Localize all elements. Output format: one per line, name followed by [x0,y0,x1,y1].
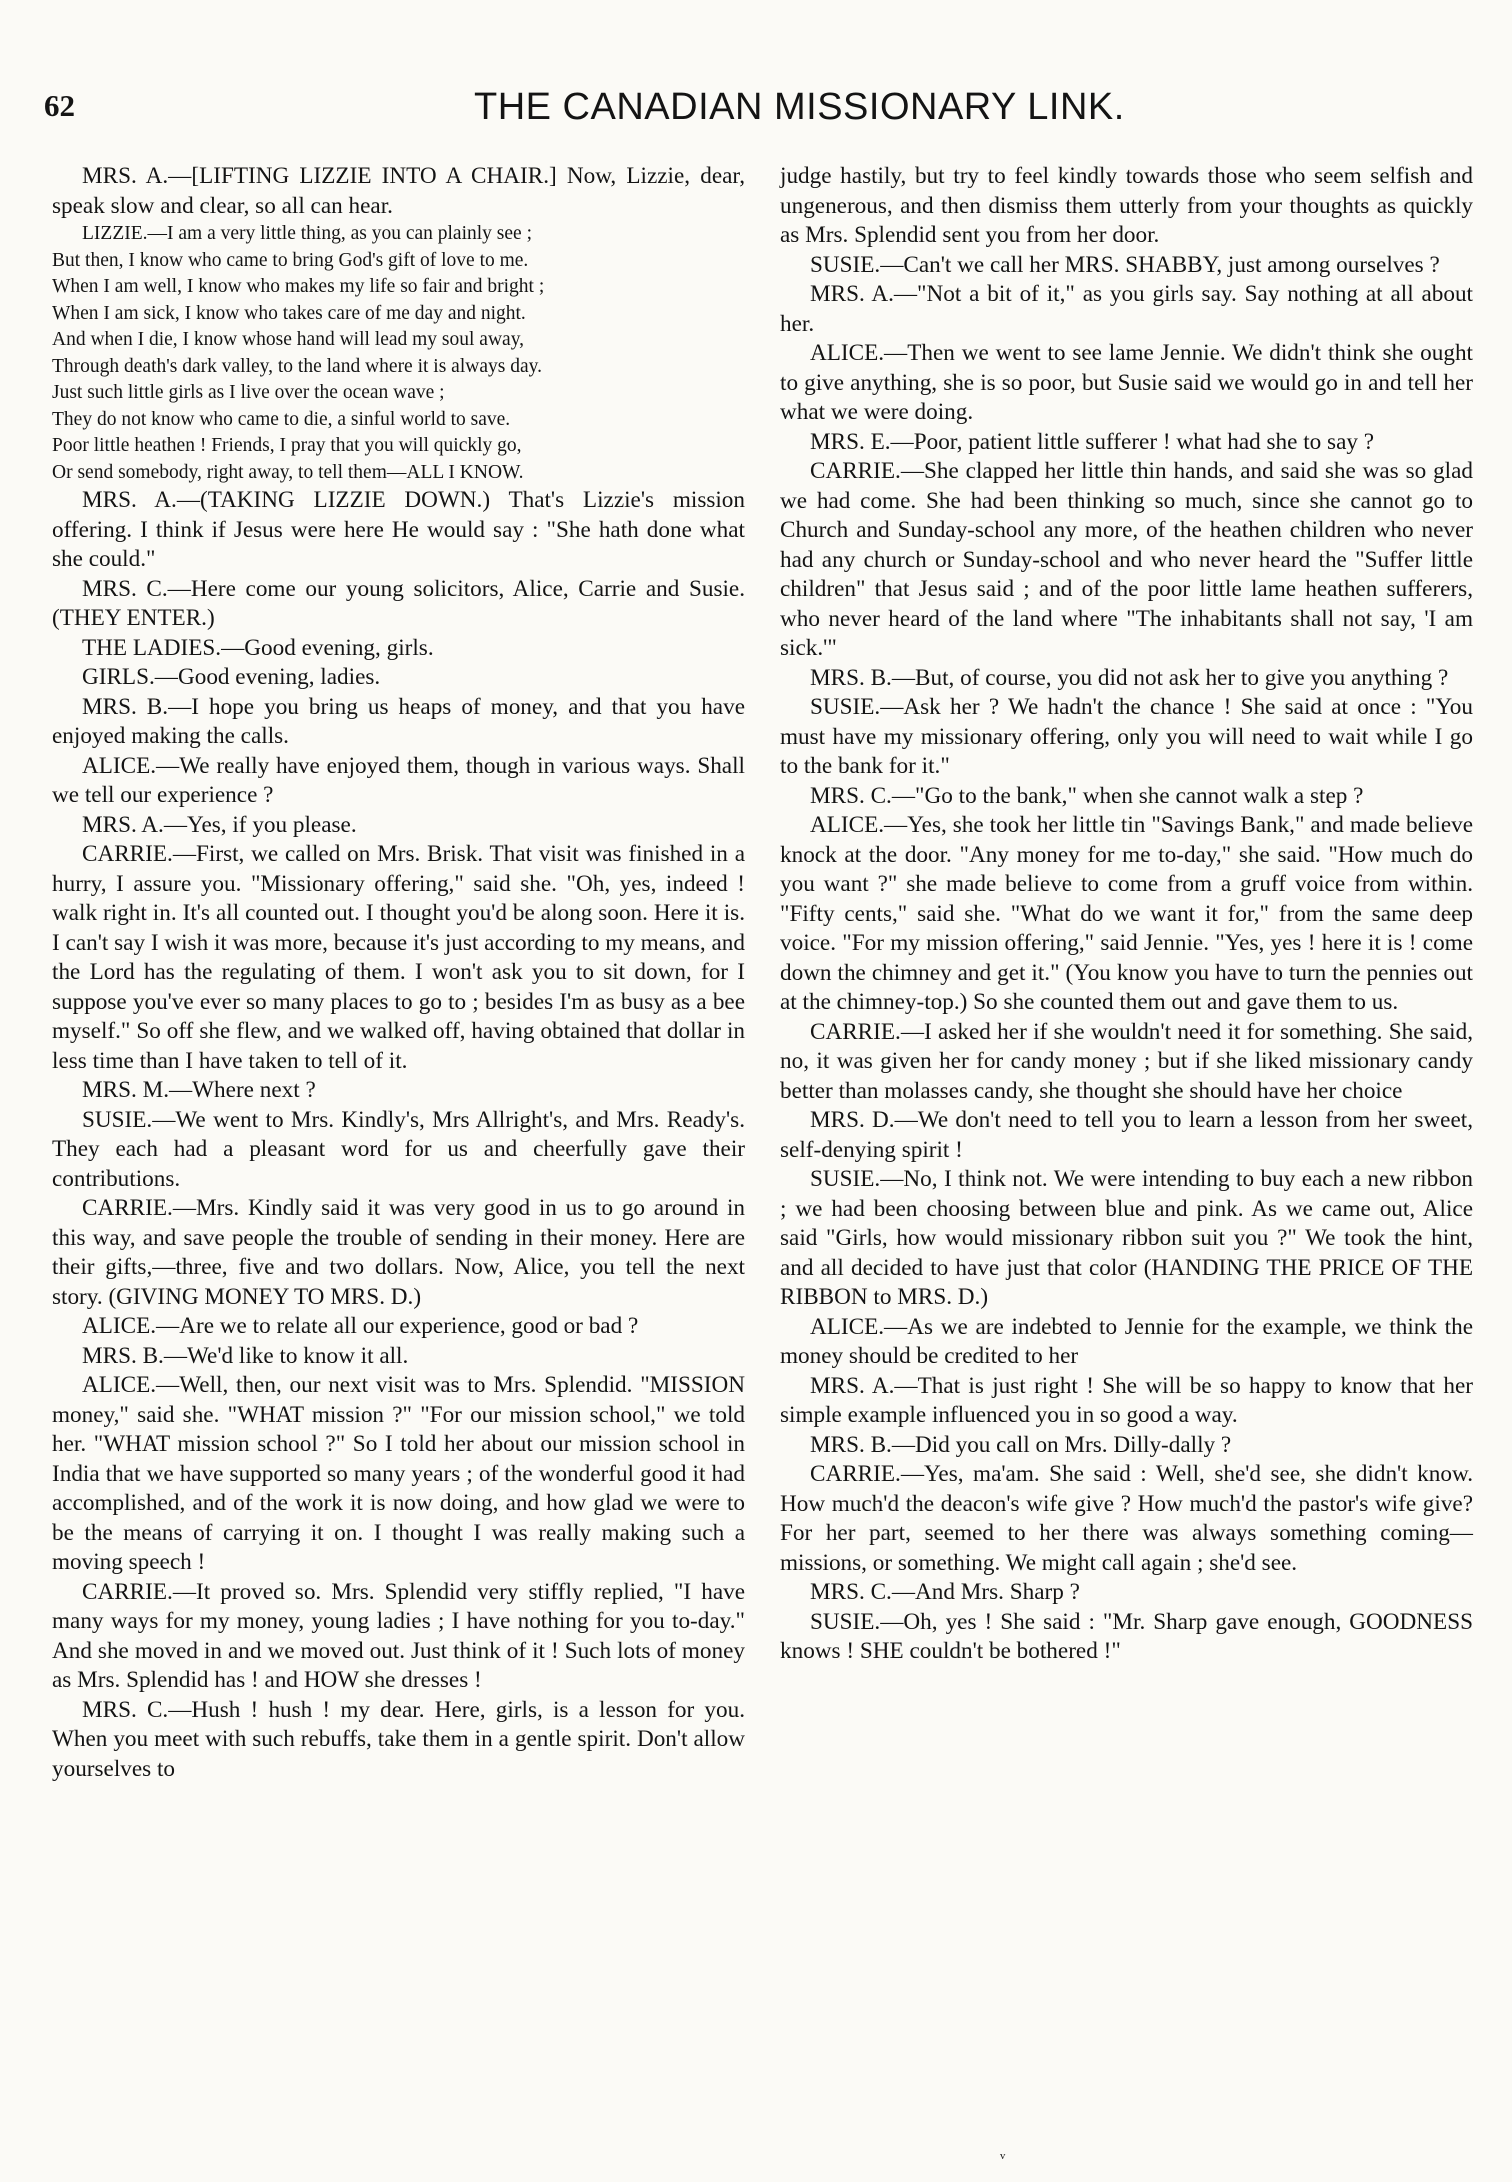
dialogue-paragraph: SUSIE.—No, I think not. We were intending to buy each a new ribbon ; we had been choosing between blue and pink. As we came out, Alice said "Girls, how would missionary ribbon suit you ?" We took the hint, and all decided to have just that color (HANDING THE PRICE OF THE RIBBON to MRS. D.) [780,1166,1473,1310]
dialogue-paragraph: CARRIE.—It proved so. Mrs. Splendid very stiffly replied, "I have many ways for my money, young ladies ; I have nothing for you to-day." And she moved in and we moved out. Just think of it ! Such lots of money as Mrs. Splendid has ! and HOW she dresses ! [52,1578,745,1693]
dialogue-paragraph: SUSIE.—We went to Mrs. Kindly's, Mrs Allright's, and Mrs. Ready's. They each had a pleasant word for us and cheerfully gave their contributions. [52,1106,745,1192]
verse-line: Or send somebody, right away, to tell them—ALL I KNOW. [52,461,524,483]
dialogue-paragraph: THE LADIES.—Good evening, girls. [82,634,434,661]
page-number: 62 [44,88,75,123]
dialogue-paragraph: GIRLS.—Good evening, ladies. [82,664,381,690]
verse-line: Poor little heathen ! Friends, I pray that you will quickly go, [52,435,522,456]
verse-line: They do not know who came to die, a sinful world to save. [52,408,511,430]
dialogue-paragraph: CARRIE.—First, we called on Mrs. Brisk. That visit was finished in a hurry, I assure you. "Missionary offering," said she. "Oh, yes, indeed ! walk right in. It's all counted out. I thought you'd be along soon. Here it is. I can't say I wish it was more, because it's just according to my means, and the Lord has the regulating of them. I won't ask you to sit down, for I suppose you've ever so many places to go to ; besides I'm as busy as a bee myself." So off she flew, and we walked off, having obtained that dollar in less time than I have taken to tell of it. [52,841,745,1074]
right-column [780,162,1473,1667]
dialogue-paragraph: SUSIE.—Can't we call her MRS. SHABBY, just among ourselves ? [810,251,1440,278]
dialogue-paragraph: SUSIE.—Oh, yes ! She said : "Mr. Sharp gave enough, GOODNESS knows ! SHE couldn't be bothered !" [780,1608,1473,1664]
verse-line: LIZZIE.—I am a very little thing, as you can plainly see ; [82,223,532,244]
footer-mark: ᵛ [1000,2148,1006,2168]
verse-line: Through death's dark valley, to the land where it is always day. [52,355,542,377]
dialogue-paragraph: MRS. B.—I hope you bring us heaps of money, and that you have enjoyed making the calls. [52,693,745,749]
dialogue-paragraph: ALICE.—Then we went to see lame Jennie. We didn't think she ought to give anything, she is so poor, but Susie said we would go in and tell her what we were doing. [780,340,1473,425]
dialogue-paragraph: MRS. C.—"Go to the bank," when she cannot walk a step ? [810,782,1364,809]
dialogue-paragraph: ALICE.—Are we to relate all our experience, good or bad ? [82,1313,639,1339]
dialogue-paragraph: MRS. D.—We don't need to tell you to learn a lesson from her sweet, self-denying spirit ! [780,1107,1473,1163]
verse-line: And when I die, I know whose hand will lead my soul away, [52,329,525,350]
dialogue-paragraph: MRS. B.—Did you call on Mrs. Dilly-dally ? [810,1431,1232,1458]
dialogue-paragraph: MRS. A.—Yes, if you please. [82,811,357,838]
dialogue-paragraph: ALICE.—We really have enjoyed them, though in various ways. Shall we tell our experience ? [52,752,745,808]
verse-block [52,221,745,486]
dialogue-paragraph: MRS. B.—But, of course, you did not ask her to give you anything ? [810,664,1449,691]
verse-line: But then, I know who came to bring God's gift of love to me. [52,249,529,271]
dialogue-paragraph: SUSIE.—Ask her ? We hadn't the chance ! She said at once : "You must have my missionary offering, only you will need to wait while I go to the bank for it." [780,694,1473,779]
dialogue-paragraph: MRS. M.—Where next ? [82,1077,316,1103]
dialogue-paragraph: MRS. A.—[LIFTING LIZZIE INTO A CHAIR.] Now, Lizzie, dear, speak slow and clear, so all can hear. [52,163,745,219]
publication-title: THE CANADIAN MISSIONARY LINK. [474,86,1125,128]
dialogue-paragraph: MRS. A.—"Not a bit of it," as you girls say. Say nothing at all about her. [780,281,1473,337]
dialogue-paragraph: MRS. A.—That is just right ! She will be so happy to know that her simple example influenced you in so good a way. [780,1372,1473,1428]
dialogue-paragraph: ALICE.—Well, then, our next visit was to Mrs. Splendid. "MISSION money," said she. "WHAT mission ?" "For our mission school," we told her. "WHAT mission school ?" So I told her about our mission school in India that we have supported so many years ; of the wonderful good it had accomplished, and of the work it is now doing, and how glad we were to be the means of carrying it on. I thought I was really making such a moving speech ! [52,1372,745,1575]
dialogue-paragraph: MRS. A.—(TAKING LIZZIE DOWN.) That's Lizzie's mission offering. I think if Jesus were here He would say : "She hath done what she could." [52,487,745,572]
dialogue-paragraph: CARRIE.—Mrs. Kindly said it was very good in us to go around in this way, and save people the trouble of sending in their money. Here are their gifts,—three, five and two dollars. Now, Alice, you tell the next story. (GIVING MONEY TO MRS. D.) [52,1195,745,1310]
dialogue-paragraph: MRS. C.—And Mrs. Sharp ? [810,1579,1080,1605]
dialogue-paragraph: MRS. B.—We'd like to know it all. [82,1342,409,1369]
dialogue-paragraph: judge hastily, but try to feel kindly towards those who seem selfish and ungenerous, and then dismiss them utterly from your thoughts as quickly as Mrs. Splendid sent you from her door. [780,163,1473,248]
dialogue-paragraph: CARRIE.—I asked her if she wouldn't need it for something. She said, no, it was given her for candy money ; but if she liked missionary candy better than molasses candy, she thought she should have her choice [780,1018,1473,1104]
verse-line: Just such little girls as I live over the ocean wave ; [52,382,445,403]
dialogue-paragraph: CARRIE.—Yes, ma'am. She said : Well, she'd see, she didn't know. How much'd the deacon's wife give ? How much'd the pastor's wife give? For her part, seemed to her there was always something coming—missions, or something. We might call again ; she'd see. [780,1461,1473,1576]
dialogue-paragraph: ALICE.—Yes, she took her little tin "Savings Bank," and made believe knock at the door. "Any money for me to-day," she said. "How much do you want ?" she made believe to come from a gruff voice from within. "Fifty cents," said she. "What do we want it for," from the same deep voice. "For my mission offering," said Jennie. "Yes, yes ! here it is ! come down the chimney and get it." (You know you have to turn the pennies out at the chimney-top.) So she counted them out and gave them to us. [780,812,1473,1015]
page-header [44,84,1125,134]
verse-line: When I am well, I know who makes my life so fair and bright ; [52,276,545,297]
dialogue-paragraph: ALICE.—As we are indebted to Jennie for the example, we think the money should be credited to her [780,1313,1473,1369]
dialogue-paragraph: MRS. C.—Here come our young solicitors, Alice, Carrie and Susie. (THEY ENTER.) [52,575,745,631]
dialogue-paragraph: MRS. E.—Poor, patient little sufferer ! what had she to say ? [810,428,1375,455]
left-column [52,162,745,1784]
verse-line: When I am sick, I know who takes care of me day and night. [52,302,526,324]
dialogue-paragraph: MRS. C.—Hush ! hush ! my dear. Here, girls, is a lesson for you. When you meet with such rebuffs, take them in a gentle spirit. Don't allow yourselves to [52,1696,745,1782]
dialogue-paragraph: CARRIE.—She clapped her little thin hands, and said she was so glad we had come. She had been thinking so much, since she cannot go to Church and Sunday-school any more, of the heathen children who never had any church or Sunday-school and who never heard the "Suffer little children" that Jesus said ; and of the poor little lame heathen sufferers, who never heard of the land where "The inhabitants shall not say, 'I am sick.'" [780,458,1473,661]
